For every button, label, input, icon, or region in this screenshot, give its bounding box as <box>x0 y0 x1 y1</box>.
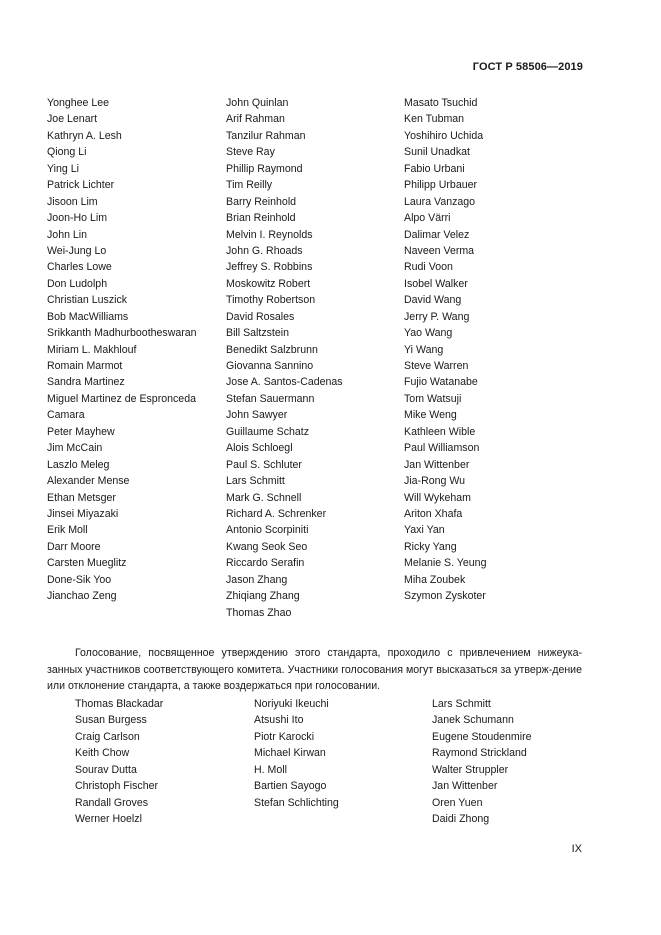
participant-name: Miha Zoubek <box>404 573 466 586</box>
voter-name: Atsushi Ito <box>254 714 304 727</box>
participants-column-1 <box>47 95 197 605</box>
participant-name: Will Wykeham <box>404 491 472 504</box>
voter-name: Thomas Blackadar <box>75 698 164 710</box>
participant-name: Giovanna Sannino <box>226 360 314 372</box>
voter-name: Keith Chow <box>75 747 130 760</box>
participant-name: Ariton Xhafa <box>404 507 463 520</box>
participant-name: Barry Reinhold <box>226 195 297 208</box>
voter-name: Werner Hoelzl <box>75 813 142 826</box>
participant-name: Ying Li <box>47 162 79 175</box>
participant-name: Paul S. Schluter <box>226 458 302 471</box>
participant-name: Jeffrey S. Robbins <box>226 261 313 274</box>
participants-column-3 <box>404 95 486 605</box>
participant-name: Mike Weng <box>404 409 457 422</box>
participant-name: Jose A. Santos-Cadenas <box>226 376 343 389</box>
participant-name: Romain Marmot <box>47 360 123 372</box>
participant-name: Sandra Martinez <box>47 376 125 389</box>
participant-name: Ken Tubman <box>404 113 465 126</box>
voter-name: Sourav Dutta <box>75 763 137 776</box>
participant-name: John Lin <box>47 228 88 241</box>
participant-name: Christian Luszick <box>47 294 128 307</box>
participant-name: Laura Vanzago <box>404 195 476 208</box>
voter-name: H. Moll <box>254 763 287 776</box>
voter-name: Randall Groves <box>75 796 149 809</box>
participant-name: Alois Schloegl <box>226 442 293 455</box>
participant-name: Joon-Ho Lim <box>47 212 108 225</box>
participant-name: Tanzilur Rahman <box>226 129 306 142</box>
participant-name: Camara <box>47 409 85 422</box>
participant-name: Qiong Li <box>47 146 87 159</box>
voter-name: Craig Carlson <box>75 730 140 743</box>
participant-name: Yaxi Yan <box>404 524 445 537</box>
participant-name: Steve Warren <box>404 360 469 372</box>
participant-name: Jim McCain <box>47 442 103 455</box>
voter-name: Bartien Sayogo <box>254 780 327 793</box>
participant-name: Sunil Unadkat <box>404 146 470 159</box>
participant-name: Alexander Mense <box>47 475 130 488</box>
voter-name: Eugene Stoudenmire <box>432 730 532 743</box>
participant-name: Stefan Sauermann <box>226 392 315 405</box>
voter-name: Oren Yuen <box>432 796 483 809</box>
voter-name: Susan Burgess <box>75 714 147 727</box>
participant-name: Bill Saltzstein <box>226 327 289 340</box>
participant-name: Riccardo Serafin <box>226 557 305 570</box>
participant-name: Laszlo Meleg <box>47 458 110 471</box>
participant-name: Brian Reinhold <box>226 212 296 225</box>
participant-name: Jia-Rong Wu <box>404 475 466 488</box>
participant-name: Thomas Zhao <box>226 606 292 619</box>
participant-name: Charles Lowe <box>47 261 112 274</box>
participant-name: Szymon Zyskoter <box>404 590 486 603</box>
participant-name: Miriam L. Makhlouf <box>47 343 137 356</box>
page-number: IX <box>571 843 582 855</box>
participant-name: Ethan Metsger <box>47 491 116 504</box>
participant-name: Bob MacWilliams <box>47 310 129 323</box>
participant-name: Philipp Urbauer <box>404 179 478 192</box>
voting-paragraph: Голосование, посвященное утверждению этого стандарта, проходило с привлечением нижеука-занных участников соответствующего комитета. Участники голосования могут высказаться за утверж-дение или отклонение стандарта, а также воздержаться при голосовании. <box>47 647 582 692</box>
participant-name: Jason Zhang <box>226 573 288 586</box>
participant-name: Joe Lenart <box>47 113 98 126</box>
participant-name: Yi Wang <box>404 343 444 356</box>
participant-name: Yoshihiro Uchida <box>404 129 484 142</box>
participant-name: Richard A. Schrenker <box>226 507 327 520</box>
voter-name: Walter Struppler <box>432 763 509 776</box>
participant-name: Phillip Raymond <box>226 162 303 175</box>
voter-name: Janek Schumann <box>432 714 514 727</box>
participant-name: Yao Wang <box>404 327 453 340</box>
voter-name: Raymond Strickland <box>432 747 527 760</box>
participant-name: Erik Moll <box>47 524 88 537</box>
participant-name: Fujio Watanabe <box>404 376 478 389</box>
participant-name: Zhiqiang Zhang <box>226 590 300 603</box>
participant-name: Jinsei Miyazaki <box>47 507 119 520</box>
participant-name: Miguel Martinez de Espronceda <box>47 392 196 405</box>
participants-column-2 <box>226 95 343 621</box>
voter-name: Jan Wittenber <box>432 780 498 793</box>
participant-name: Lars Schmitt <box>226 475 285 488</box>
participant-name: Done-Sik Yoo <box>47 573 112 586</box>
participant-name: Melanie S. Yeung <box>404 557 487 570</box>
participant-name: Wei-Jung Lo <box>47 244 107 257</box>
voters-column-2 <box>254 696 339 811</box>
participant-name: David Wang <box>404 294 462 307</box>
participant-name: Alpo Värri <box>404 212 451 225</box>
participant-name: Jan Wittenber <box>404 458 470 471</box>
participant-name: Kwang Seok Seo <box>226 540 308 553</box>
participant-name: Don Ludolph <box>47 277 108 290</box>
participant-name: Rudi Voon <box>404 261 453 274</box>
voters-column-1 <box>75 696 163 828</box>
voters-column-3 <box>432 696 532 828</box>
voter-name: Christoph Fischer <box>75 780 159 793</box>
standard-header: ГОСТ Р 58506—2019 <box>472 61 583 73</box>
participant-name: Naveen Verma <box>404 244 475 257</box>
participant-name: John Quinlan <box>226 97 289 109</box>
participant-name: Jianchao Zeng <box>47 590 117 603</box>
participant-name: Melvin I. Reynolds <box>226 228 313 241</box>
participant-name: Moskowitz Robert <box>226 277 311 290</box>
participant-name: Kathleen Wible <box>404 425 476 438</box>
voter-name: Piotr Karocki <box>254 730 315 743</box>
voter-name: Daidi Zhong <box>432 813 490 826</box>
participant-name: Timothy Robertson <box>226 294 316 307</box>
participant-name: Carsten Mueglitz <box>47 557 127 570</box>
participant-name: Steve Ray <box>226 146 275 159</box>
participant-name: Patrick Lichter <box>47 179 115 192</box>
participant-name: Yonghee Lee <box>47 97 110 109</box>
participant-name: Jisoon Lim <box>47 195 98 208</box>
participant-name: Peter Mayhew <box>47 425 115 438</box>
voter-name: Lars Schmitt <box>432 698 491 710</box>
participant-name: Antonio Scorpiniti <box>226 524 309 537</box>
voter-name: Michael Kirwan <box>254 747 326 760</box>
participant-name: Ricky Yang <box>404 540 457 553</box>
participant-name: David Rosales <box>226 310 295 323</box>
participant-name: Darr Moore <box>47 540 101 553</box>
voter-name: Noriyuki Ikeuchi <box>254 698 329 710</box>
participant-name: Jerry P. Wang <box>404 310 470 323</box>
participant-name: Masato Tsuchid <box>404 97 478 109</box>
participant-name: Kathryn A. Lesh <box>47 129 122 142</box>
participant-name: Benedikt Salzbrunn <box>226 343 318 356</box>
participant-name: Srikkanth Madhurbootheswaran <box>47 327 197 340</box>
participant-name: Fabio Urbani <box>404 162 465 175</box>
participant-name: Mark G. Schnell <box>226 491 302 504</box>
participant-name: Tim Reilly <box>226 179 273 192</box>
participant-name: Paul Williamson <box>404 442 480 455</box>
participant-name: Dalimar Velez <box>404 228 470 241</box>
participant-name: John Sawyer <box>226 409 288 422</box>
participant-name: Arif Rahman <box>226 113 285 126</box>
participant-name: Guillaume Schatz <box>226 425 310 438</box>
participant-name: Isobel Walker <box>404 277 468 290</box>
participant-name: John G. Rhoads <box>226 244 303 257</box>
participant-name: Tom Watsuji <box>404 392 462 405</box>
voter-name: Stefan Schlichting <box>254 796 339 809</box>
